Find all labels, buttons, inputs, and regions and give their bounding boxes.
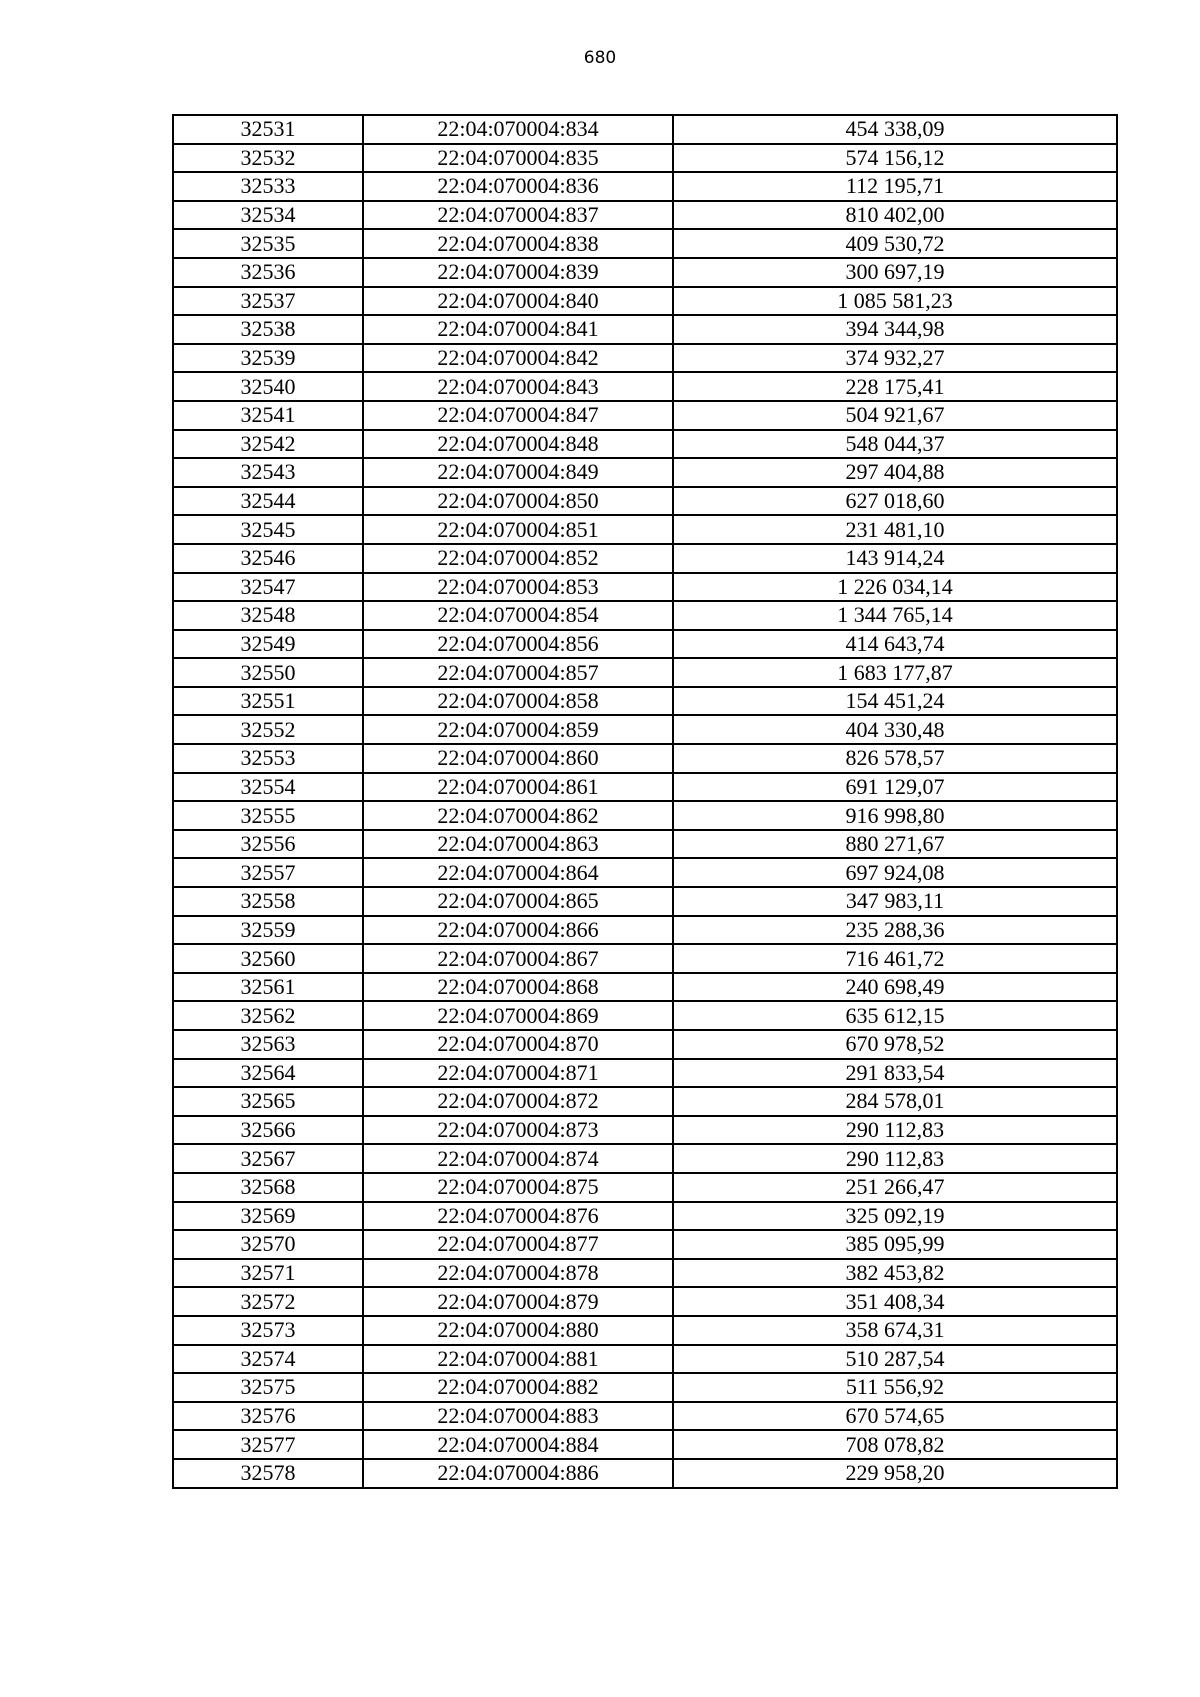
row-number-cell: 32537 — [173, 287, 363, 316]
table-row — [173, 344, 1117, 373]
cadastral-value-cell: 548 044,37 — [673, 430, 1117, 459]
cadastral-value-cell: 240 698,49 — [673, 973, 1117, 1002]
cadastral-number-cell: 22:04:070004:868 — [363, 973, 673, 1002]
cadastral-value-cell: 716 461,72 — [673, 944, 1117, 973]
cadastral-number-cell: 22:04:070004:848 — [363, 430, 673, 459]
table-row — [173, 1402, 1117, 1431]
row-number-cell: 32560 — [173, 944, 363, 973]
table-row — [173, 401, 1117, 430]
table-row — [173, 372, 1117, 401]
cadastral-number-cell: 22:04:070004:849 — [363, 458, 673, 487]
cadastral-value-cell: 297 404,88 — [673, 458, 1117, 487]
table-row — [173, 1173, 1117, 1202]
cadastral-value-cell: 143 914,24 — [673, 544, 1117, 573]
row-number-cell: 32565 — [173, 1087, 363, 1116]
row-number-cell: 32539 — [173, 344, 363, 373]
row-number-cell: 32566 — [173, 1116, 363, 1145]
cadastral-number-cell: 22:04:070004:883 — [363, 1402, 673, 1431]
cadastral-value-cell: 510 287,54 — [673, 1345, 1117, 1374]
cadastral-value-cell: 251 266,47 — [673, 1173, 1117, 1202]
cadastral-number-cell: 22:04:070004:878 — [363, 1259, 673, 1288]
cadastral-number-cell: 22:04:070004:838 — [363, 229, 673, 258]
table-row — [173, 1459, 1117, 1488]
row-number-cell: 32576 — [173, 1402, 363, 1431]
cadastral-value-cell: 1 226 034,14 — [673, 573, 1117, 602]
table-row — [173, 115, 1117, 144]
cadastral-value-cell: 290 112,83 — [673, 1144, 1117, 1173]
table-row — [173, 973, 1117, 1002]
table-row — [173, 916, 1117, 945]
row-number-cell: 32544 — [173, 487, 363, 516]
cadastral-value-cell: 382 453,82 — [673, 1259, 1117, 1288]
row-number-cell: 32578 — [173, 1459, 363, 1488]
table-row — [173, 1259, 1117, 1288]
table-row — [173, 258, 1117, 287]
cadastral-number-cell: 22:04:070004:884 — [363, 1430, 673, 1459]
cadastral-number-cell: 22:04:070004:872 — [363, 1087, 673, 1116]
row-number-cell: 32557 — [173, 858, 363, 887]
row-number-cell: 32567 — [173, 1144, 363, 1173]
cadastral-value-cell: 880 271,67 — [673, 830, 1117, 859]
cadastral-value-cell: 574 156,12 — [673, 144, 1117, 173]
table-row — [173, 858, 1117, 887]
row-number-cell: 32561 — [173, 973, 363, 1002]
cadastral-value-cell: 325 092,19 — [673, 1202, 1117, 1231]
row-number-cell: 32559 — [173, 916, 363, 945]
row-number-cell: 32545 — [173, 515, 363, 544]
cadastral-number-cell: 22:04:070004:876 — [363, 1202, 673, 1231]
cadastral-number-cell: 22:04:070004:840 — [363, 287, 673, 316]
cadastral-value-cell: 290 112,83 — [673, 1116, 1117, 1145]
row-number-cell: 32536 — [173, 258, 363, 287]
row-number-cell: 32564 — [173, 1059, 363, 1088]
cadastral-number-cell: 22:04:070004:859 — [363, 715, 673, 744]
table-row — [173, 430, 1117, 459]
row-number-cell: 32555 — [173, 801, 363, 830]
cadastral-value-cell: 697 924,08 — [673, 858, 1117, 887]
cadastral-value-cell: 374 932,27 — [673, 344, 1117, 373]
table-row — [173, 1230, 1117, 1259]
table-row — [173, 1287, 1117, 1316]
cadastral-value-cell: 708 078,82 — [673, 1430, 1117, 1459]
cadastral-value-cell: 300 697,19 — [673, 258, 1117, 287]
cadastral-number-cell: 22:04:070004:842 — [363, 344, 673, 373]
cadastral-value-cell: 154 451,24 — [673, 687, 1117, 716]
row-number-cell: 32546 — [173, 544, 363, 573]
table-row — [173, 1030, 1117, 1059]
table-row — [173, 744, 1117, 773]
cadastral-number-cell: 22:04:070004:856 — [363, 630, 673, 659]
cadastral-value-cell: 627 018,60 — [673, 487, 1117, 516]
table-row — [173, 1059, 1117, 1088]
cadastral-value-cell: 358 674,31 — [673, 1316, 1117, 1345]
cadastral-number-cell: 22:04:070004:880 — [363, 1316, 673, 1345]
table-row — [173, 573, 1117, 602]
row-number-cell: 32542 — [173, 430, 363, 459]
row-number-cell: 32535 — [173, 229, 363, 258]
table-row — [173, 1202, 1117, 1231]
table-row — [173, 1316, 1117, 1345]
row-number-cell: 32547 — [173, 573, 363, 602]
cadastral-number-cell: 22:04:070004:837 — [363, 201, 673, 230]
row-number-cell: 32543 — [173, 458, 363, 487]
cadastral-value-cell: 504 921,67 — [673, 401, 1117, 430]
table-row — [173, 830, 1117, 859]
cadastral-number-cell: 22:04:070004:864 — [363, 858, 673, 887]
cadastral-number-cell: 22:04:070004:870 — [363, 1030, 673, 1059]
cadastral-value-cell: 635 612,15 — [673, 1001, 1117, 1030]
cadastral-number-cell: 22:04:070004:858 — [363, 687, 673, 716]
cadastral-value-cell: 1 344 765,14 — [673, 601, 1117, 630]
cadastral-number-cell: 22:04:070004:857 — [363, 658, 673, 687]
cadastral-number-cell: 22:04:070004:867 — [363, 944, 673, 973]
table-row — [173, 315, 1117, 344]
cadastral-number-cell: 22:04:070004:851 — [363, 515, 673, 544]
cadastral-value-cell: 670 574,65 — [673, 1402, 1117, 1431]
table-row — [173, 1116, 1117, 1145]
table-row — [173, 687, 1117, 716]
row-number-cell: 32562 — [173, 1001, 363, 1030]
cadastral-number-cell: 22:04:070004:835 — [363, 144, 673, 173]
cadastral-number-cell: 22:04:070004:834 — [363, 115, 673, 144]
table-row — [173, 487, 1117, 516]
table-row — [173, 1087, 1117, 1116]
row-number-cell: 32534 — [173, 201, 363, 230]
table-row — [173, 715, 1117, 744]
table-row — [173, 1430, 1117, 1459]
cadastral-number-cell: 22:04:070004:875 — [363, 1173, 673, 1202]
cadastral-value-cell: 670 978,52 — [673, 1030, 1117, 1059]
cadastral-value-table — [172, 114, 1118, 1489]
row-number-cell: 32550 — [173, 658, 363, 687]
cadastral-value-cell: 409 530,72 — [673, 229, 1117, 258]
row-number-cell: 32574 — [173, 1345, 363, 1374]
row-number-cell: 32556 — [173, 830, 363, 859]
table-row — [173, 229, 1117, 258]
cadastral-number-cell: 22:04:070004:836 — [363, 172, 673, 201]
cadastral-number-cell: 22:04:070004:863 — [363, 830, 673, 859]
cadastral-value-cell: 1 683 177,87 — [673, 658, 1117, 687]
table-row — [173, 1001, 1117, 1030]
cadastral-value-cell: 394 344,98 — [673, 315, 1117, 344]
row-number-cell: 32551 — [173, 687, 363, 716]
table-body — [173, 115, 1117, 1488]
row-number-cell: 32549 — [173, 630, 363, 659]
row-number-cell: 32569 — [173, 1202, 363, 1231]
table-row — [173, 801, 1117, 830]
cadastral-number-cell: 22:04:070004:843 — [363, 372, 673, 401]
table-row — [173, 201, 1117, 230]
cadastral-value-cell: 291 833,54 — [673, 1059, 1117, 1088]
cadastral-number-cell: 22:04:070004:873 — [363, 1116, 673, 1145]
table-row — [173, 944, 1117, 973]
row-number-cell: 32570 — [173, 1230, 363, 1259]
cadastral-number-cell: 22:04:070004:841 — [363, 315, 673, 344]
cadastral-number-cell: 22:04:070004:847 — [363, 401, 673, 430]
row-number-cell: 32554 — [173, 773, 363, 802]
table-row — [173, 172, 1117, 201]
cadastral-value-cell: 454 338,09 — [673, 115, 1117, 144]
table-row — [173, 1373, 1117, 1402]
row-number-cell: 32540 — [173, 372, 363, 401]
table-row — [173, 144, 1117, 173]
cadastral-number-cell: 22:04:070004:854 — [363, 601, 673, 630]
cadastral-number-cell: 22:04:070004:865 — [363, 887, 673, 916]
row-number-cell: 32571 — [173, 1259, 363, 1288]
cadastral-value-cell: 511 556,92 — [673, 1373, 1117, 1402]
cadastral-number-cell: 22:04:070004:879 — [363, 1287, 673, 1316]
table-row — [173, 544, 1117, 573]
cadastral-value-cell: 235 288,36 — [673, 916, 1117, 945]
row-number-cell: 32577 — [173, 1430, 363, 1459]
cadastral-number-cell: 22:04:070004:852 — [363, 544, 673, 573]
cadastral-number-cell: 22:04:070004:866 — [363, 916, 673, 945]
cadastral-value-cell: 347 983,11 — [673, 887, 1117, 916]
cadastral-value-cell: 691 129,07 — [673, 773, 1117, 802]
table-row — [173, 887, 1117, 916]
cadastral-number-cell: 22:04:070004:882 — [363, 1373, 673, 1402]
row-number-cell: 32553 — [173, 744, 363, 773]
row-number-cell: 32572 — [173, 1287, 363, 1316]
row-number-cell: 32541 — [173, 401, 363, 430]
table-row — [173, 630, 1117, 659]
cadastral-number-cell: 22:04:070004:874 — [363, 1144, 673, 1173]
cadastral-number-cell: 22:04:070004:862 — [363, 801, 673, 830]
table-row — [173, 1144, 1117, 1173]
cadastral-value-cell: 112 195,71 — [673, 172, 1117, 201]
cadastral-value-cell: 826 578,57 — [673, 744, 1117, 773]
page-number: 680 — [583, 48, 617, 68]
cadastral-value-cell: 351 408,34 — [673, 1287, 1117, 1316]
row-number-cell: 32552 — [173, 715, 363, 744]
cadastral-number-cell: 22:04:070004:886 — [363, 1459, 673, 1488]
cadastral-value-cell: 1 085 581,23 — [673, 287, 1117, 316]
table-row — [173, 515, 1117, 544]
row-number-cell: 32548 — [173, 601, 363, 630]
cadastral-number-cell: 22:04:070004:850 — [363, 487, 673, 516]
cadastral-number-cell: 22:04:070004:869 — [363, 1001, 673, 1030]
cadastral-value-cell: 284 578,01 — [673, 1087, 1117, 1116]
row-number-cell: 32558 — [173, 887, 363, 916]
cadastral-number-cell: 22:04:070004:871 — [363, 1059, 673, 1088]
cadastral-value-cell: 414 643,74 — [673, 630, 1117, 659]
row-number-cell: 32531 — [173, 115, 363, 144]
row-number-cell: 32573 — [173, 1316, 363, 1345]
row-number-cell: 32575 — [173, 1373, 363, 1402]
table-row — [173, 458, 1117, 487]
cadastral-value-cell: 228 175,41 — [673, 372, 1117, 401]
cadastral-number-cell: 22:04:070004:877 — [363, 1230, 673, 1259]
cadastral-value-cell: 231 481,10 — [673, 515, 1117, 544]
table-row — [173, 601, 1117, 630]
table-row — [173, 773, 1117, 802]
table-row — [173, 658, 1117, 687]
cadastral-value-cell: 916 998,80 — [673, 801, 1117, 830]
row-number-cell: 32538 — [173, 315, 363, 344]
cadastral-value-cell: 810 402,00 — [673, 201, 1117, 230]
cadastral-value-cell: 385 095,99 — [673, 1230, 1117, 1259]
row-number-cell: 32568 — [173, 1173, 363, 1202]
cadastral-value-cell: 404 330,48 — [673, 715, 1117, 744]
table-row — [173, 287, 1117, 316]
row-number-cell: 32532 — [173, 144, 363, 173]
row-number-cell: 32563 — [173, 1030, 363, 1059]
cadastral-number-cell: 22:04:070004:839 — [363, 258, 673, 287]
cadastral-number-cell: 22:04:070004:881 — [363, 1345, 673, 1374]
row-number-cell: 32533 — [173, 172, 363, 201]
cadastral-number-cell: 22:04:070004:853 — [363, 573, 673, 602]
cadastral-number-cell: 22:04:070004:860 — [363, 744, 673, 773]
cadastral-value-cell: 229 958,20 — [673, 1459, 1117, 1488]
cadastral-number-cell: 22:04:070004:861 — [363, 773, 673, 802]
table-row — [173, 1345, 1117, 1374]
